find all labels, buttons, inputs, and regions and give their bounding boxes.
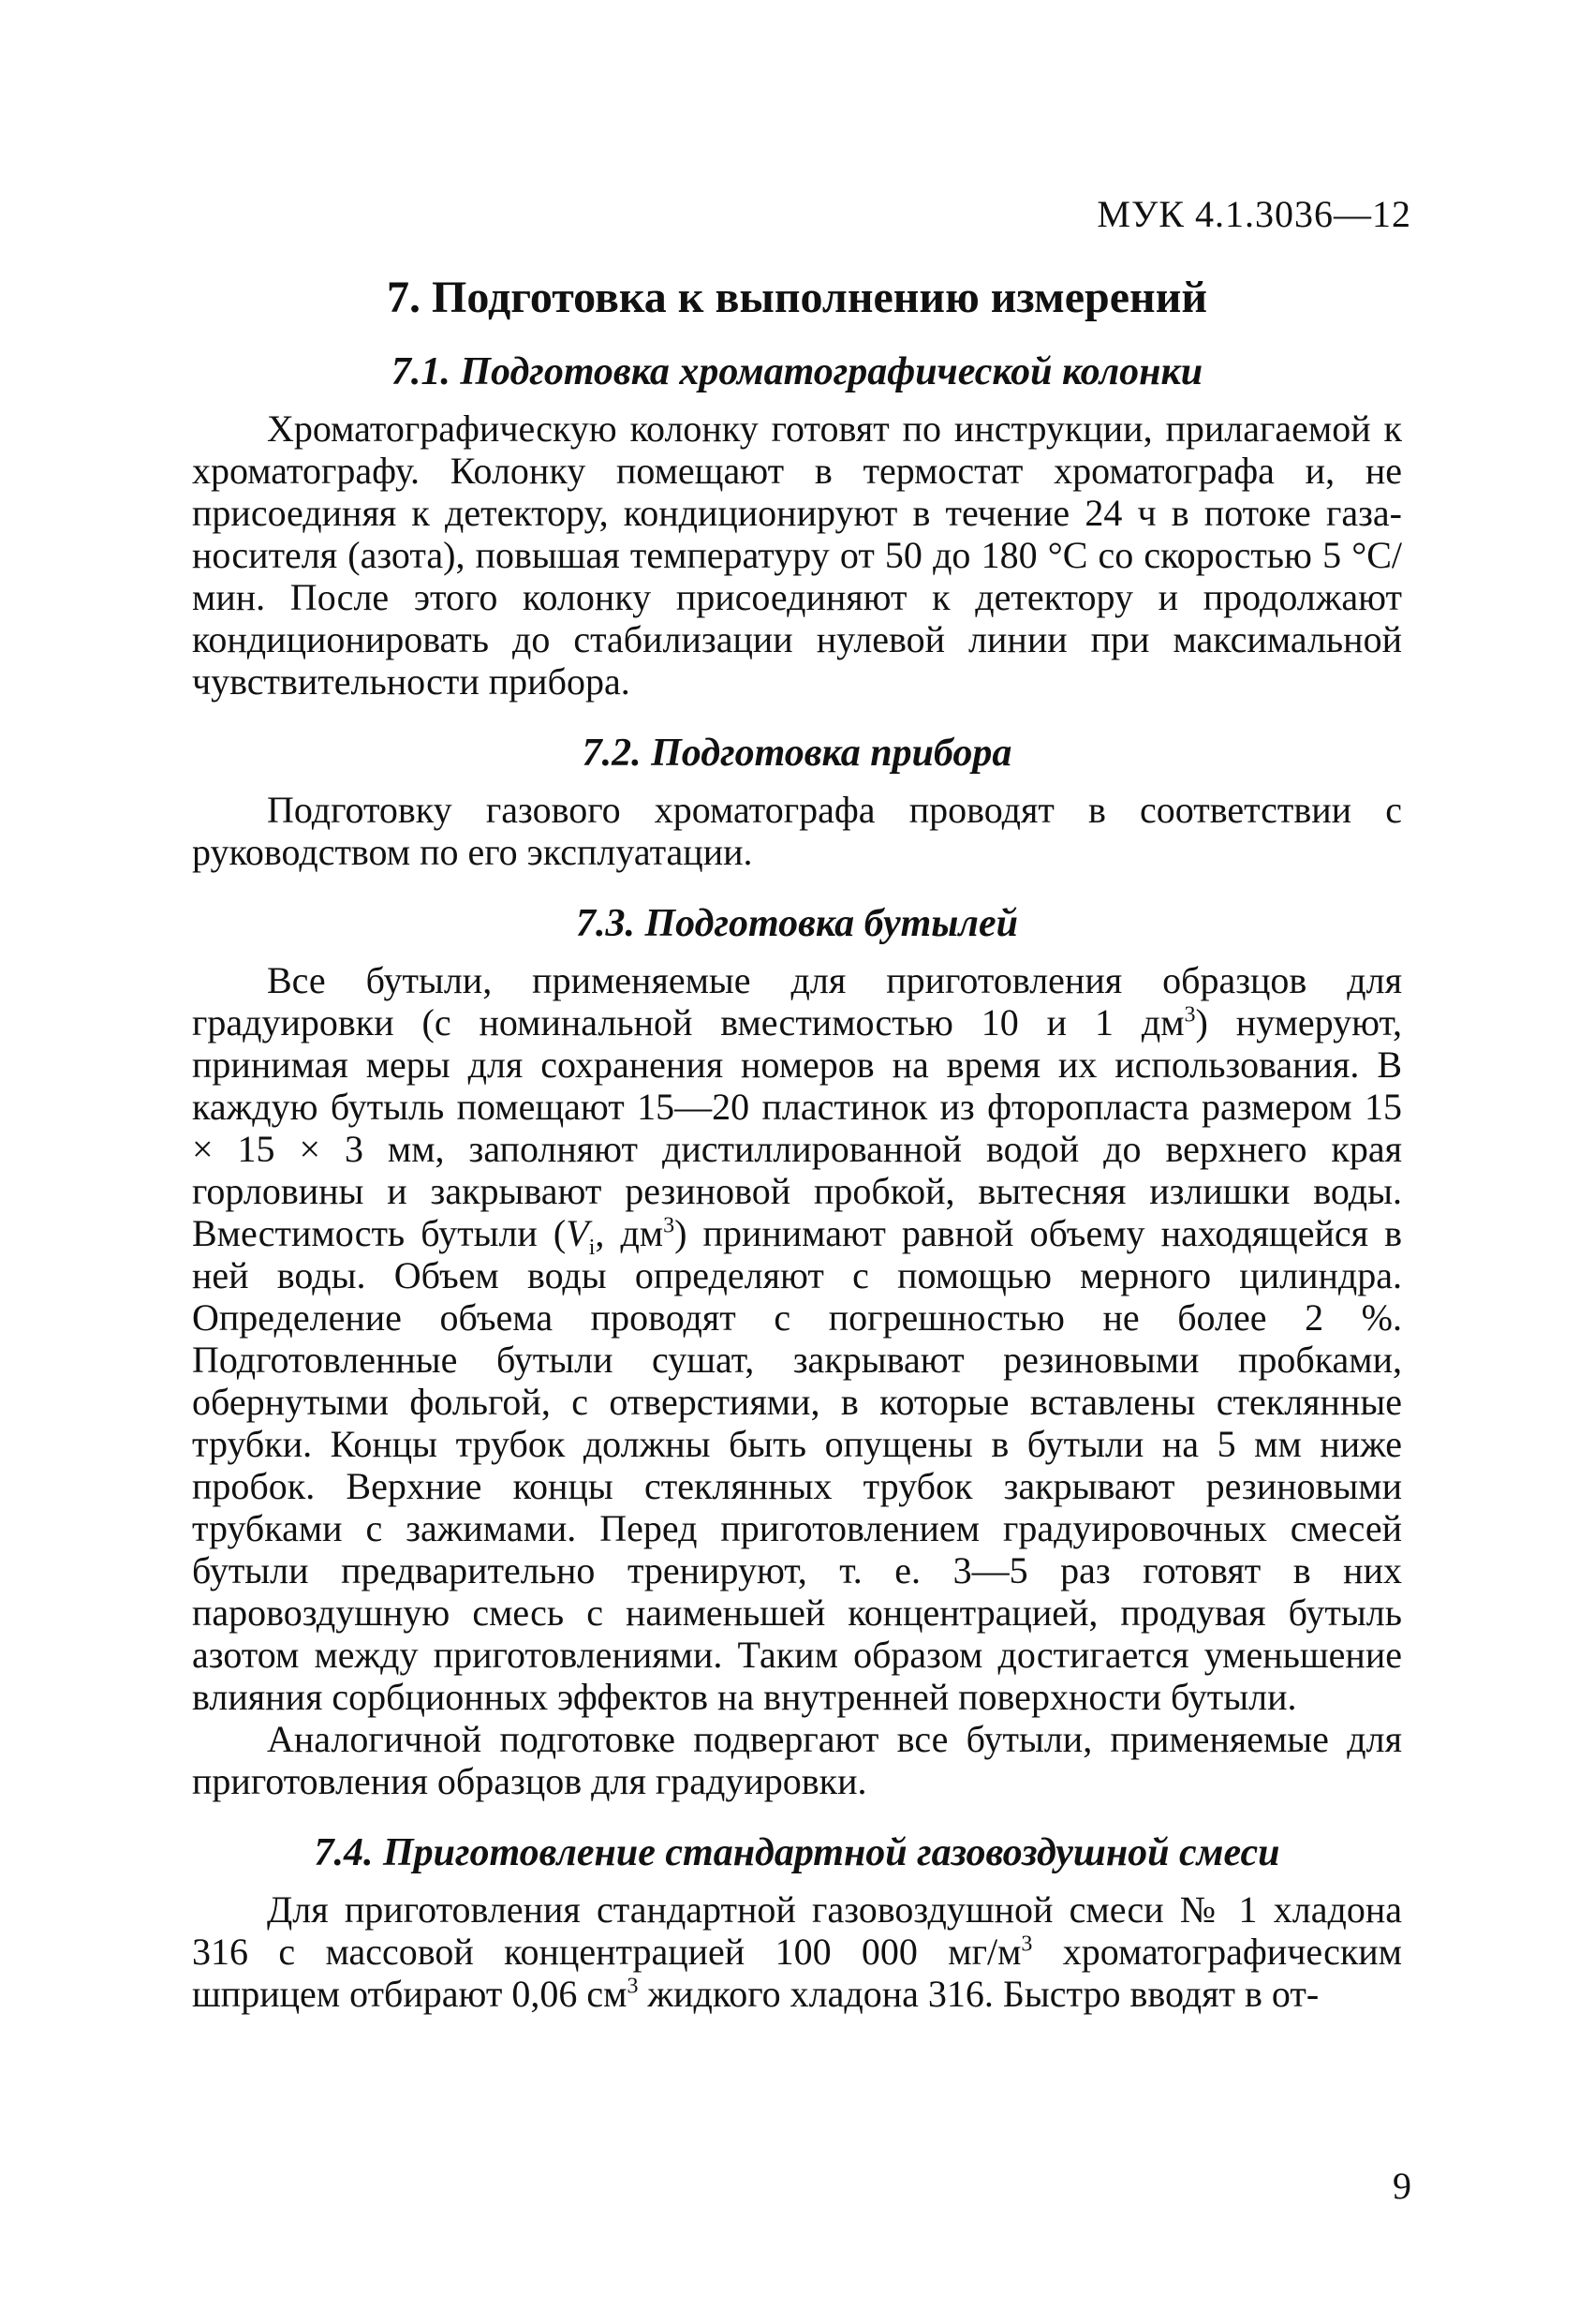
text-run: , дм <box>595 1212 664 1254</box>
superscript: 3 <box>627 1974 639 1999</box>
text-run: ) нумеруют, принимая меры для сохранения номеров на время их использования. В каждую бутыль помещают 15—20 пластинок из фторопласта размером 15 × 15 × 3 мм, заполняют дистиллированной водой до верхнего края горловины и закрывают резиновой пробкой, вытесняя излишки воды. Вместимость бутыли ( <box>192 1001 1402 1254</box>
superscript: 3 <box>1184 1002 1196 1028</box>
section-7-4-paragraph-1 <box>192 1888 1402 2015</box>
subscript: i <box>588 1236 596 1260</box>
text-run: жидкого хладона 316. Быстро вводят в от- <box>638 1973 1320 2015</box>
superscript: 3 <box>663 1213 675 1238</box>
section-7-title: 7. Подготовка к выполнению измерений <box>387 273 1207 322</box>
section-7-1-text: Хроматографическую колонку готовят по инструкции, прилагаемой к хроматографу. Колонку помещают в термостат хроматографа и, не присоединяя к детектору, кондиционируют в течение 24 ч в потоке газа-носителя (азота), повышая температуру от 50 до 180 °С со скоростью 5 °С/мин. После этого колонку присоединяют к детектору и продолжают кондиционировать до стабилизации нулевой линии при максимальной чувствительности прибора. <box>192 407 1402 703</box>
page-content <box>192 272 1402 2015</box>
text-run: Все бутыли, применяемые для приготовления образцов для градуировки (с номинальной вместимостью 10 и 1 дм <box>192 959 1402 1044</box>
section-7-4-title: 7.4. Приготовление стандартной газовоздушной смеси <box>314 1831 1280 1874</box>
section-7-3-paragraph-2: Аналогичной подготовке подвергают все бутыли, применяемые для приготовления образцов для градуировки. <box>192 1718 1402 1802</box>
section-7-2-title: 7.2. Подготовка прибора <box>582 732 1012 775</box>
page-number: 9 <box>1393 2165 1411 2207</box>
document-code: МУК 4.1.3036—12 <box>1097 193 1411 235</box>
variable-v: V <box>566 1212 589 1254</box>
section-7-3-title: 7.3. Подготовка бутылей <box>576 902 1018 945</box>
text-run: хроматографическим шприцем отбирают 0,06 см <box>192 1931 1402 2015</box>
section-7-2-text: Подготовку газового хроматографа проводят в соответствии с руководством по его эксплуатации. <box>192 789 1402 873</box>
text-run: Для приготовления стандартной газовоздушной смеси № 1 хладона 316 с массовой концентрацией 100 000 мг/м <box>192 1888 1402 1973</box>
section-7-3-paragraph-1 <box>192 959 1402 1718</box>
superscript: 3 <box>1021 1932 1033 1957</box>
text-run: ) принимают равной объему находящейся в ней воды. Объем воды определяют с помощью мерного цилиндра. Определение объема проводят с погрешностью не более 2 %. Подготовленные бутыли сушат, закрывают резиновыми пробками, обернутыми фольгой, с отверстиями, в которые вставлены стеклянные трубки. Концы трубок должны быть опущены в бутыли на 5 мм ниже пробок. Верхние концы стеклянных трубок закрывают резиновыми трубками с зажимами. Перед приготовлением градуировочных смесей бутыли предварительно тренируют, т. е. 3—5 раз готовят в них паровоздушную смесь с наименьшей концентрацией, продувая бутыль азотом между приготовлениями. Таким образом достигается уменьшение влияния сорбционных эффектов на внутренней поверхности бутыли. <box>192 1212 1402 1718</box>
section-7-1-title: 7.1. Подготовка хроматографической колонки <box>391 350 1203 393</box>
